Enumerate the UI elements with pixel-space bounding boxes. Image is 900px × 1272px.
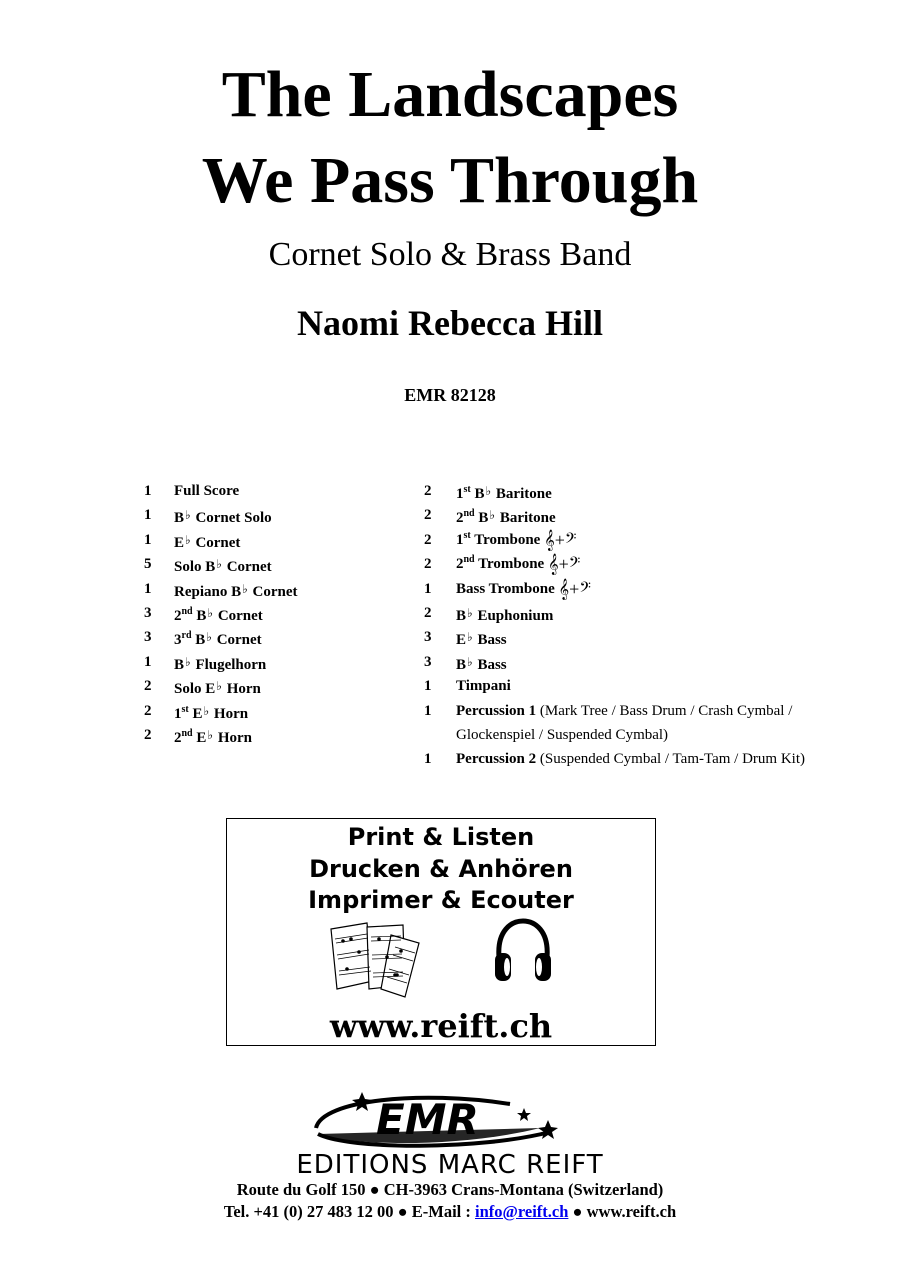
ordinal-suffix: nd [181, 727, 193, 739]
publisher-contact [0, 1202, 900, 1222]
part-quantity: 1 [424, 751, 432, 768]
ordinal-suffix: st [181, 703, 189, 715]
part-row [424, 652, 864, 676]
phone-number: Tel. +41 (0) 27 483 12 00 [223, 1202, 394, 1221]
print-listen-box [226, 818, 656, 1046]
part-row [144, 725, 414, 749]
part-row [144, 652, 414, 676]
flat-sign-icon: ♭ [467, 605, 473, 620]
part-quantity: 1 [144, 507, 152, 524]
treble-bass-clef-icon: 𝄞+𝄢 [544, 529, 577, 550]
promo-line-french: Imprimer & Ecouter [308, 886, 574, 914]
part-quantity: 2 [144, 726, 152, 743]
part-row [424, 505, 864, 529]
part-name: 2nd Trombone 𝄞+𝄢 [456, 554, 581, 575]
part-name: B♭ Euphonium [456, 605, 554, 624]
part-quantity: 3 [144, 604, 152, 621]
part-row [424, 676, 864, 700]
part-row [424, 603, 864, 627]
part-name: 1st B♭ Baritone [456, 484, 552, 502]
part-name: B♭ Flugelhorn [174, 654, 267, 673]
ordinal-suffix: nd [181, 605, 193, 617]
part-name: 2nd E♭ Horn [174, 727, 252, 746]
part-row [144, 676, 414, 700]
part-row [424, 554, 864, 578]
subtitle: Cornet Solo & Brass Band [268, 236, 632, 273]
part-row [144, 481, 414, 505]
flat-sign-icon: ♭ [242, 581, 248, 596]
flat-sign-icon: ♭ [185, 654, 191, 669]
footer-website[interactable]: www.reift.ch [586, 1202, 677, 1221]
part-name: B♭ Bass [456, 654, 507, 673]
flat-sign-icon: ♭ [207, 727, 214, 742]
promo-line-english: Print & Listen [347, 823, 535, 851]
email-label: E-Mail : [411, 1202, 471, 1221]
composer: Naomi Rebecca Hill [297, 303, 603, 343]
part-quantity: 1 [144, 531, 152, 548]
part-quantity: 2 [424, 531, 432, 548]
part-name: 3rd B♭ Cornet [174, 630, 262, 649]
part-name: Timpani [456, 678, 511, 695]
part-quantity: 5 [144, 556, 152, 573]
ordinal-suffix: nd [463, 508, 475, 520]
flat-sign-icon: ♭ [489, 508, 496, 523]
treble-bass-clef-icon: 𝄞+𝄢 [558, 578, 591, 599]
email-link[interactable]: info@reift.ch [475, 1202, 569, 1221]
part-quantity: 2 [424, 483, 432, 499]
part-name: Percussion 1 (Mark Tree / Bass Drum / Crash Cymbal / Glockenspiel / Suspended Cymbal) [456, 702, 793, 743]
part-quantity: 1 [144, 483, 152, 499]
part-quantity: 3 [424, 629, 432, 646]
sheet-music-icon [327, 919, 427, 999]
flat-sign-icon: ♭ [185, 532, 191, 547]
flat-sign-icon: ♭ [216, 679, 222, 694]
part-row [144, 627, 414, 651]
part-name: E♭ Bass [456, 630, 507, 649]
separator-dot: ● [397, 1202, 412, 1221]
part-name: 2nd B♭ Baritone [456, 508, 556, 527]
publisher-name: EDITIONS MARC REIFT [296, 1150, 604, 1180]
part-description: (Suspended Cymbal / Tam-Tam / Drum Kit) [536, 751, 805, 768]
flat-sign-icon: ♭ [203, 703, 210, 718]
part-quantity: 1 [424, 678, 432, 695]
promo-line-german: Drucken & Anhören [309, 855, 573, 883]
ordinal-suffix: rd [181, 630, 192, 642]
part-name: Percussion 2 (Suspended Cymbal / Tam-Tam / Drum Kit) [456, 751, 805, 768]
part-row [144, 505, 414, 529]
flat-sign-icon: ♭ [185, 508, 191, 523]
headphones-icon [491, 917, 555, 987]
ordinal-suffix: nd [463, 554, 475, 566]
part-row [424, 530, 864, 554]
part-quantity: 2 [424, 604, 432, 621]
part-row [424, 749, 864, 773]
flat-sign-icon: ♭ [467, 654, 473, 669]
parts-list-left [144, 481, 414, 749]
part-row [144, 554, 414, 578]
separator-dot: ● [572, 1202, 587, 1221]
emr-logo [310, 1088, 570, 1152]
flat-sign-icon: ♭ [216, 557, 222, 572]
part-row [144, 603, 414, 627]
flat-sign-icon: ♭ [206, 630, 212, 645]
part-row [144, 579, 414, 603]
part-row [424, 627, 864, 651]
part-quantity: 3 [424, 653, 432, 670]
part-quantity: 1 [424, 702, 432, 719]
part-quantity: 1 [144, 653, 152, 670]
part-row [424, 701, 864, 750]
part-name: E♭ Cornet [174, 532, 241, 551]
catalog-number: EMR 82128 [404, 385, 496, 405]
publisher-address: Route du Golf 150 ● CH-3963 Crans-Montana (Switzerland) [236, 1180, 664, 1199]
part-row [424, 579, 864, 603]
part-name: 1st Trombone 𝄞+𝄢 [456, 529, 577, 550]
parts-list-right [424, 481, 864, 774]
part-name: Solo B♭ Cornet [174, 557, 272, 576]
title-line-2: We Pass Through [201, 144, 699, 217]
part-description: (Mark Tree / Bass Drum / Crash Cymbal / Glockenspiel / Suspended Cymbal) [456, 702, 793, 743]
part-name: 2nd B♭ Cornet [174, 605, 263, 624]
part-row [424, 481, 864, 505]
treble-bass-clef-icon: 𝄞+𝄢 [547, 554, 581, 575]
promo-website[interactable]: www.reift.ch [329, 1007, 553, 1045]
part-quantity: 3 [144, 629, 152, 646]
flat-sign-icon: ♭ [485, 484, 492, 498]
part-quantity: 2 [424, 507, 432, 524]
flat-sign-icon: ♭ [207, 605, 214, 620]
part-row [144, 530, 414, 554]
title-line-1: The Landscapes [221, 58, 679, 131]
part-name: B♭ Cornet Solo [174, 508, 272, 527]
part-quantity: 2 [144, 678, 152, 695]
part-quantity: 2 [144, 702, 152, 719]
ordinal-suffix: st [463, 484, 471, 495]
ordinal-suffix: st [463, 529, 471, 541]
part-quantity: 1 [424, 580, 432, 597]
part-quantity: 2 [424, 556, 432, 573]
emr-logo-text: EMR [376, 1095, 479, 1144]
part-quantity: 1 [144, 580, 152, 597]
part-row [144, 701, 414, 725]
flat-sign-icon: ♭ [467, 630, 473, 645]
part-name: Repiano B♭ Cornet [174, 581, 298, 600]
part-name: Full Score [174, 483, 240, 499]
part-name: Bass Trombone 𝄞+𝄢 [456, 578, 591, 599]
part-name: 1st E♭ Horn [174, 703, 249, 722]
part-name: Solo E♭ Horn [174, 679, 261, 698]
